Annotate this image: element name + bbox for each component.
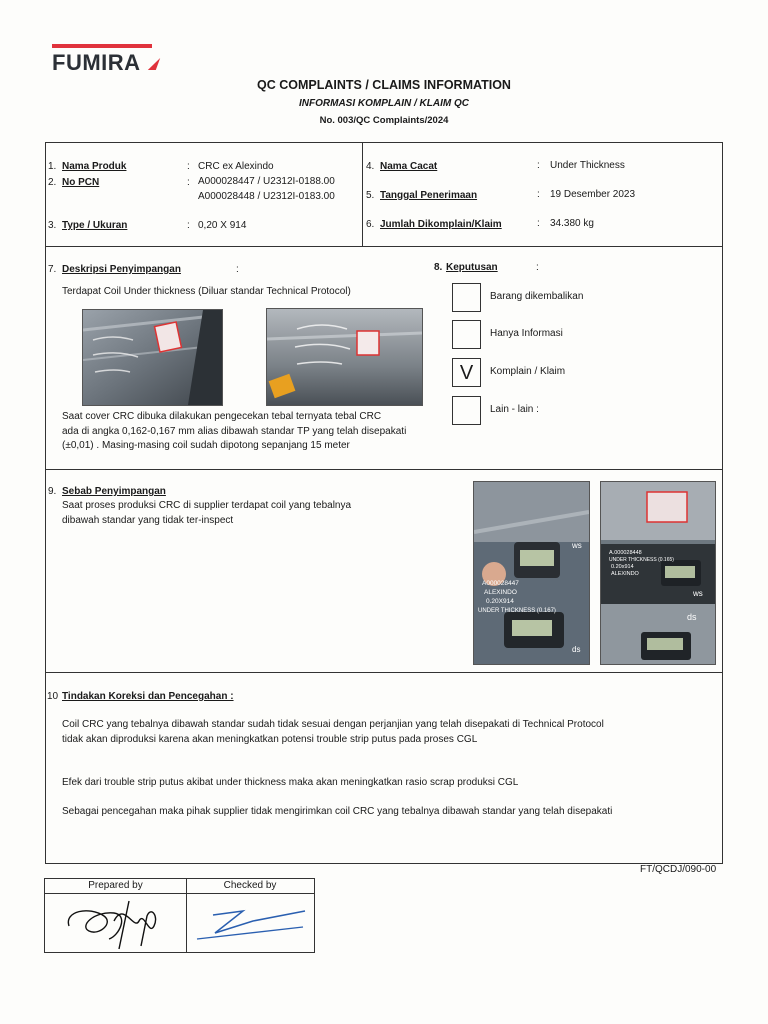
section-number: 10 [47, 691, 59, 702]
field-number: 2. [48, 177, 57, 188]
corrective-paragraph-3: Sebagai pencegahan maka pihak supplier tidak mengirimkan coil CRC yang tebalnya dibawah standar yang telah disepakati [62, 806, 613, 817]
colon: : [187, 161, 190, 172]
field-label-defect: Nama Cacat [380, 161, 438, 172]
decision-checkbox-other[interactable] [452, 396, 481, 425]
field-value-product: CRC ex Alexindo [198, 161, 274, 172]
field-number: 3. [48, 220, 57, 231]
cause-line: Saat proses produksi CRC di supplier terdapat coil yang tebalnya [62, 500, 352, 511]
divider [45, 672, 723, 673]
section-number: 7. [48, 264, 57, 275]
signature-table [44, 878, 315, 953]
document-title: QC COMPLAINTS / CLAIMS INFORMATION [257, 78, 511, 92]
thickness-photo-2 [600, 481, 716, 665]
decision-option-label: Hanya Informasi [490, 328, 563, 339]
document-subtitle: INFORMASI KOMPLAIN / KLAIM QC [299, 98, 469, 109]
document-number: No. 003/QC Complaints/2024 [319, 115, 449, 126]
column-divider [362, 142, 363, 246]
coil-label-line: 0.20X914 [486, 598, 514, 605]
field-label-claim-qty: Jumlah Dikomplain/Klaim [380, 219, 502, 230]
corrective-paragraph-2: Efek dari trouble strip putus akibat under thickness maka akan meningkatkan rasio scrap produksi CGL [62, 777, 519, 788]
coil-label-line: A.000028448 [609, 550, 642, 556]
decision-option-label: Komplain / Klaim [490, 366, 566, 377]
field-value-received-date: 19 Desember 2023 [550, 189, 636, 200]
field-label-received-date: Tanggal Penerimaan [380, 190, 478, 201]
field-value-pcn-2: A000028448 / U2312I-0183.00 [198, 191, 335, 202]
thickness-photo-1 [473, 481, 590, 665]
ds-marker: ds [687, 612, 697, 622]
field-value-type: 0,20 X 914 [198, 220, 247, 231]
decision-option-label: Lain - lain : [490, 404, 539, 415]
logo-text: FUMIRA [52, 50, 141, 75]
checked-by-signature [195, 899, 310, 944]
deviation-summary: Terdapat Coil Under thickness (Diluar standar Technical Protocol) [62, 286, 351, 297]
section-number: 8. [434, 262, 443, 273]
coil-photo-1 [82, 309, 223, 406]
coil-label-line: UNDER THICKNESS (0.165) [609, 557, 674, 563]
deviation-detail-line: Saat cover CRC dibuka dilakukan pengecekan tebal ternyata tebal CRC [62, 411, 382, 422]
ws-marker: ws [572, 541, 582, 550]
cause-text [62, 499, 351, 528]
corrective-line: Coil CRC yang tebalnya dibawah standar sudah tidak sesuai dengan perjanjian yang telah disepakati di Technical Protocol [62, 719, 604, 730]
field-value-pcn-1: A000028447 / U2312I-0188.00 [198, 176, 335, 187]
decision-checkbox-return[interactable] [452, 283, 481, 312]
colon: : [537, 160, 540, 171]
colon: : [187, 177, 190, 188]
section-title-deviation: Deskripsi Penyimpangan [62, 264, 181, 275]
deviation-detail [62, 410, 406, 454]
logo-bar [52, 44, 152, 48]
coil-label-line: 0.20x914 [611, 564, 634, 570]
field-label-type: Type / Ukuran [62, 220, 128, 231]
logo-mark-icon [148, 58, 160, 70]
colon: : [236, 264, 239, 275]
colon: : [537, 189, 540, 200]
section-number: 9. [48, 486, 57, 497]
ws-marker: ws [693, 589, 703, 598]
prepared-by-label: Prepared by [88, 880, 143, 891]
coil-label-line: A000028447 [482, 580, 519, 587]
corrective-line: tidak akan diproduksi karena akan meningkatkan potensi trouble strip putus pada proses CGL [62, 733, 478, 745]
corrective-paragraph-1 [62, 718, 604, 747]
coil-label-line: ALEXINDO [611, 571, 639, 577]
decision-checkbox-claim[interactable]: V [452, 358, 481, 387]
field-value-claim-qty: 34.380 kg [550, 218, 594, 229]
field-number: 4. [366, 161, 375, 172]
field-label-pcn: No PCN [62, 177, 100, 188]
form-code: FT/QCDJ/090-00 [640, 864, 717, 875]
decision-option-label: Barang dikembalikan [490, 291, 584, 302]
cause-line: dibawah standar yang tidak ter-inspect [62, 514, 234, 526]
section-title-decision: Keputusan [446, 262, 498, 273]
ds-marker: ds [572, 645, 581, 654]
deviation-detail-line: ada di angka 0,162-0,167 mm alias dibawah standar TP yang telah disepakati [62, 425, 407, 437]
coil-label-line: UNDER THICKNESS (0.167) [478, 608, 556, 614]
decision-checkbox-info[interactable] [452, 320, 481, 349]
divider [45, 246, 723, 247]
section-title-cause: Sebab Penyimpangan [62, 486, 166, 497]
colon: : [537, 218, 540, 229]
colon: : [187, 220, 190, 231]
divider [45, 469, 723, 470]
field-number: 5. [366, 190, 375, 201]
field-value-defect: Under Thickness [550, 160, 625, 171]
checked-by-label: Checked by [223, 880, 277, 891]
field-number: 1. [48, 161, 57, 172]
prepared-by-signature [59, 891, 179, 951]
coil-photo-2 [266, 308, 423, 406]
coil-label-line: ALEXINDO [484, 589, 517, 596]
field-number: 6. [366, 219, 375, 230]
colon: : [536, 262, 539, 273]
company-logo [52, 44, 162, 78]
section-title-corrective-action: Tindakan Koreksi dan Pencegahan : [62, 691, 234, 702]
deviation-detail-line: (±0,01) . Masing-masing coil sudah dipotong sepanjang 15 meter [62, 440, 350, 451]
field-label-product: Nama Produk [62, 161, 127, 172]
